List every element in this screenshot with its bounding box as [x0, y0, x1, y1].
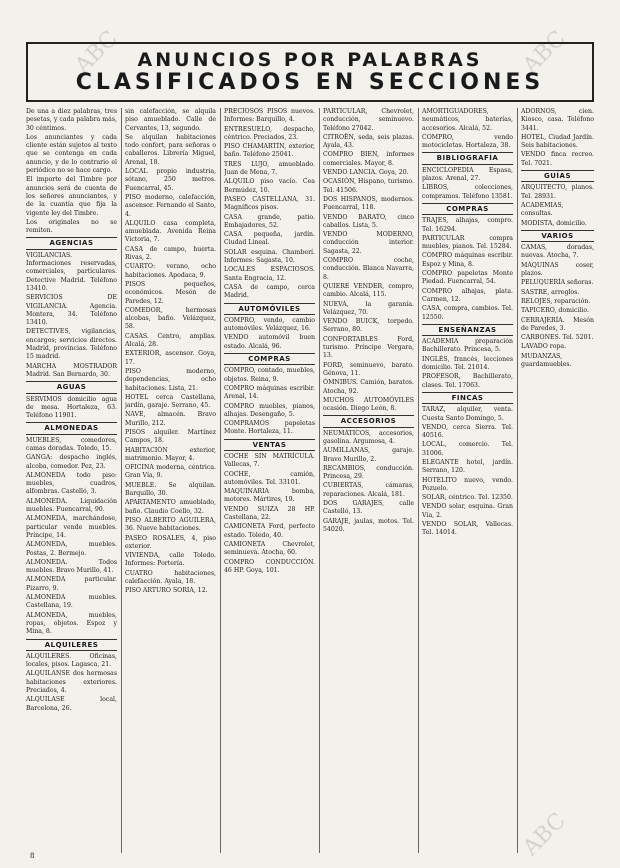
classified-ad: ALMONEDA. Liquidación muebles. Fuencarral, 90. — [26, 497, 117, 514]
classified-ad: SOLAR, céntrico. Tel. 12350. — [422, 494, 513, 502]
classified-ad: VENDO SUIZA 28 HP. Castellana, 22. — [224, 505, 315, 522]
classified-ad: GARAJE, jaulas, motos. Tel. 54020. — [323, 517, 414, 533]
classified-ad: PASEO ROSALES, 4, piso exterior. — [125, 534, 216, 550]
classified-ad: VENDO SOLAR, Vallecas. Tel. 14014. — [422, 521, 513, 537]
classified-ad: CERRAJERÍA. Mesón de Paredes, 3. — [521, 316, 594, 332]
classified-ad: El importe del Timbre por anuncios será de cuenta de los señores anunciantes, y de la cuantía que fija la vigente ley del Timbre. — [26, 176, 117, 217]
classified-ad: NUEVA, la garanía. Velázquez, 70. — [323, 300, 414, 316]
classified-ad: MUEBLE. Se alquilan. Barquillo, 30. — [125, 481, 216, 498]
classified-ad: GANGA: despacho inglés, alcoba, comedor. Pez, 23. — [26, 454, 117, 470]
classified-ad: COCHE SIN MATRÍCULA. Vallecas, 7. — [224, 452, 315, 469]
classified-ad: CONFORTABLES Ford, turismo. Príncipe Vergara, 13. — [323, 335, 414, 360]
classified-ad: CASA de campo, huerta. Rivas, 2. — [125, 245, 216, 262]
classified-ad: ALMONEDA todo piso: muebles, cuadros, alfombras. Castelló, 3. — [26, 471, 117, 496]
classified-ad: PISOS alquiler. Martínez Campos, 18. — [125, 428, 216, 445]
classified-ad: COMPRO máquinas escribir. Arenal, 14. — [224, 384, 315, 401]
classified-ad: AMORTIGUADORES, neumáticos, baterías, accesorios. Alcalá, 52. — [422, 108, 513, 132]
classified-ad: TRAJES, alhajas, compro. Tel. 16294. — [422, 217, 513, 233]
watermark-bottom-right: ABC — [518, 808, 571, 861]
classified-ad: PROFESOR, Bachillerato, clases. Tel. 17063. — [422, 373, 513, 389]
classified-ad: VENDO finca recreo. Tel. 7021. — [521, 151, 594, 167]
classified-ad: ALQUILO casa completa, amueblada. Avenida Reina Victoria, 7. — [125, 219, 216, 244]
classified-ad: HOTEL cerca Castellana, jardín, garaje. Serrano, 45. — [125, 393, 216, 410]
section-heading: COMPRAS — [224, 353, 315, 365]
classified-ad: VENDO BUICK, torpedo. Serrano, 80. — [323, 318, 414, 334]
page-footer-mark: 8 — [30, 852, 35, 860]
section-heading: ACCESORIOS — [323, 415, 414, 427]
column-rule — [319, 108, 320, 853]
classified-ad: MÁQUINAS coser, plazos. — [521, 261, 594, 278]
classified-ad: PARTICULAR compra muebles, pianos. Tel. 15284. — [422, 234, 513, 251]
classified-ad: HOTEL, Ciudad Jardín. Seis habitaciones. — [521, 133, 594, 150]
ad-column-2 — [125, 108, 216, 853]
classified-ad: CITROËN, seda, seis plazas. Ayala, 43. — [323, 133, 414, 150]
ad-column-6 — [521, 108, 594, 853]
classified-ad: OCASIÓN, Hispano, turismo. Tel. 41506. — [323, 178, 414, 194]
ad-column-4 — [323, 108, 414, 853]
classified-ad: DOS GARAJES, calle Castelló, 13. — [323, 500, 414, 516]
classified-ad: ENCICLOPEDIA Espasa, plazos. Arenal, 27. — [422, 166, 513, 183]
classified-ad: OFICINA moderna, céntrica. Gran Vía, 9. — [125, 464, 216, 480]
classified-ad: PASEO CASTELLANA, 31. Magníficos pisos. — [224, 195, 315, 212]
classified-ad: ACADEMIA preparación Bachillerato. Princesa, 5. — [422, 338, 513, 354]
classified-ad: COMPRO, contado, muebles, objetos. Reina, 9. — [224, 367, 315, 383]
section-heading: BIBLIOGRAFÍA — [422, 152, 513, 164]
classified-ad: HOTELITO nuevo, vendo. Pozuelo. — [422, 476, 513, 492]
section-heading: ENSEÑANZAS — [422, 324, 513, 336]
classified-ad: ALQUILO piso vacío. Cea Bermúdez, 10. — [224, 178, 315, 194]
classified-ad: INGLÉS, francés, lecciones domicilio. Tel. 21014. — [422, 355, 513, 372]
watermark-top-right: ABC — [518, 26, 571, 79]
classified-ad: Los anunciantes y cada cliente están sujetos al texto que se contenga en cada anuncio, y de lo contrario el periódico no se hace cargo. — [26, 133, 117, 175]
classified-ad: Los originales no se remiten. — [26, 218, 117, 235]
header-line-2: CLASIFICADOS EN SECCIONES — [75, 70, 545, 95]
classified-ad: ÓMNIBUS. Camión, baratos. Atocha, 92. — [323, 379, 414, 395]
classified-ad: VENDO solar, esquina. Gran Vía, 2. — [422, 503, 513, 519]
classified-ad: ALMONEDA, marchándose, particular vende muebles. Príncipe, 14. — [26, 515, 117, 539]
classified-ad: SASTRE, arreglos. — [521, 288, 580, 296]
classified-ad: ENTRESUELO, despacho, céntrico. Preciados, 23. — [224, 125, 315, 141]
classified-ad: COMPRO, vendo, cambio automóviles. Velázquez, 16. — [224, 316, 315, 333]
classified-ad: VENDO, cerca Sierra. Tel. 40516. — [422, 423, 513, 440]
classified-ad: CAMIONETA Ford, perfecto estado. Toledo, 40. — [224, 523, 315, 539]
classified-ad: ALMONEDA muebles. Castellana, 19. — [26, 594, 117, 610]
classified-ad: ALMONEDA, muebles, ropas, objetos. Espoz y Mina, 8. — [26, 611, 117, 636]
section-heading: VENTAS — [224, 439, 315, 451]
classified-ad: CASA, compra, cambios. Tel. 12550. — [422, 305, 513, 321]
classified-ad: ACADEMIAS, consultas. — [521, 201, 564, 218]
classified-ad: PELUQUERÍA señoras. — [521, 279, 594, 287]
column-rule — [220, 108, 221, 853]
classified-ad: VENDO automóvil buen estado. Alcalá, 96. — [224, 334, 315, 350]
column-rule — [418, 108, 419, 853]
classified-ad: FORD, seminuevo, barato. Génova, 11. — [323, 361, 414, 377]
section-heading: COMPRAS — [422, 203, 513, 215]
classified-ad: COMEDOR, hermosas alcobas, baño. Velázquez, 58. — [125, 306, 216, 331]
section-heading: VARIOS — [521, 230, 594, 242]
classified-ad: MODISTA, domicilio. — [521, 219, 587, 227]
classified-ad: CASA grande, patio. Embajadores, 52. — [224, 213, 315, 229]
classified-ad: COMPRO coche, conducción. Blanca Navarra, 8. — [323, 257, 414, 281]
section-heading: GUÍAS — [521, 170, 594, 182]
classified-ad: CUARTO: verano, ocho habitaciones. Apodaca, 9. — [125, 263, 216, 279]
classified-ad: NEUMÁTICOS, accesorios, gasolina. Argumosa, 4. — [323, 429, 414, 445]
classified-ad: DOS HISPANOS, modernos. Fuencarral, 118. — [323, 195, 414, 212]
ad-column-3 — [224, 108, 315, 853]
classified-ad: COMPRO muebles, pianos, alhajas. Desengaño, 5. — [224, 402, 315, 418]
classified-ad: ALMONEDA, muebles. Postas, 2. Bermejo. — [26, 541, 117, 557]
classified-ad: LOCALES ESPACIOSOS. Santa Engracia, 12. — [224, 266, 315, 282]
section-heading: AGENCIAS — [26, 237, 117, 249]
classified-ad: VIVIENDA, calle Toledo. Informes: Portería. — [125, 552, 216, 568]
classified-ad: RECAMBIOS, conducción. Princesa, 29. — [323, 464, 414, 481]
section-header-box — [26, 42, 594, 102]
column-rule — [121, 108, 122, 853]
classified-ad: COMPRO CONDUCCIÓN. 46 HP. Goya, 101. — [224, 558, 315, 574]
classified-ad: COCHE, camión, automóviles. Tel. 33101. — [224, 470, 315, 486]
classified-ad: COMPRO máquinas escribir. Espoz y Mina, 8. — [422, 252, 513, 268]
watermark-top-left: ABC — [70, 26, 123, 79]
classified-ad: ARQUITECTO, planos. Tel. 28931. — [521, 184, 594, 200]
classified-ad: AUMILLANAS, garaje. Bravo Murillo, 2. — [323, 447, 414, 463]
classified-ad: ALMONEDA. Todos muebles. Bravo Murillo, 41. — [26, 558, 117, 575]
classified-ad: MUCHOS AUTOMÓVILES ocasión. Diego León, 8. — [323, 396, 414, 413]
classified-ad: MARCHA MOSTRADOR Madrid. San Bernardo, 30. — [26, 362, 117, 378]
classified-ad: COMPRO papeletas Monte Piedad. Fuencarral, 54. — [422, 270, 513, 286]
classified-ad: ALQUILANSE dos hermosas habitaciones exteriores. Preciados, 4. — [26, 670, 117, 694]
classified-ad: LAVADO ropa. — [521, 343, 567, 351]
classified-ad: TAPICERO, domicilio. — [521, 307, 589, 315]
classified-ad: RELOJES, reparación. — [521, 297, 591, 305]
classified-ad: COMPRAMOS papeletas Monte. Hortaleza, 11. — [224, 420, 315, 436]
section-heading: ALMONEDAS — [26, 422, 117, 434]
classified-ad: ALMONEDA particular. Pizarro, 9. — [26, 576, 117, 592]
classified-ad: PISO ALBERTO AGUILERA, 36. Nueve habitaciones. — [125, 516, 216, 533]
classified-ad: ELEGANTE hotel, jardín. Serrano, 120. — [422, 458, 513, 475]
classified-ad: DETECTIVES, vigilancias, encargos; servicios directos. Madrid, provincias. Teléfono 15 madrid. — [26, 328, 117, 361]
ad-column-1 — [26, 108, 117, 853]
classified-ad: MAQUINARIA bomba, motores. Mártires, 19. — [224, 488, 315, 504]
classified-ad: COMPRO alhajas, plata. Carmen, 12. — [422, 287, 513, 303]
classified-ad: PISO ARTURO SORIA, 12. — [125, 587, 208, 595]
classified-ad: De una a diez palabras, tres pesetas, y cada palabra más, 30 céntimos. — [26, 108, 117, 132]
classified-ad: TRES LUJO, amueblado. Juan de Mena, 7. — [224, 160, 315, 177]
classified-ad: LIBROS, colecciones, compramos. Teléfono 13581. — [422, 184, 513, 200]
classified-ad: MUEBLES, comedores, camas doradas. Toledo, 15. — [26, 436, 117, 452]
classified-ad: CUATRO habitaciones, calefacción. Ayala, 18. — [125, 569, 216, 586]
section-heading: FINCAS — [422, 392, 513, 404]
classified-ad: SOLAR esquina. Chamberí. Informes: Sagasta, 10. — [224, 248, 315, 265]
classified-ad: PISOS pequeños, económicos. Mesón de Paredes, 12. — [125, 280, 216, 305]
classified-ad: PISO moderno, calefacción, ascensor. Fernando el Santo, 4. — [125, 193, 216, 218]
classified-ad: sin calefacción, se alquila piso amueblado. Calle de Cervantes, 13, segundo. — [125, 108, 216, 132]
classified-ad: Se alquilan habitaciones todo confort, para señoras o caballeros. Librería Miguel, Arenal, 18. — [125, 133, 216, 166]
classified-ad: ALQUILERES. Oficinas, locales, pisos. Lagasca, 21. — [26, 652, 117, 669]
section-heading: AGUAS — [26, 381, 117, 393]
section-heading: AUTOMÓVILES — [224, 303, 315, 315]
classified-ad: CASA pequeña, jardín. Ciudad Lineal. — [224, 231, 315, 247]
classified-ad: VENDO MODERNO, conducción interior. Sagasta, 22. — [323, 231, 414, 255]
classified-ad: VIGILANCIAS. Informaciones reservadas, comerciales, particulares. Detective Madrid. Teléfono 13410. — [26, 251, 117, 292]
classified-ad: CAMAS, doradas, nuevas. Atocha, 7. — [521, 244, 594, 260]
classified-ad: VENDO LANCIA. Goya, 20. — [323, 169, 409, 177]
classified-ad: COMPRO, vendo motocicletas. Hortaleza, 38. — [422, 133, 513, 150]
classified-ad: APARTAMENTO amueblado, baño. Claudio Coello, 32. — [125, 499, 216, 515]
classified-ad: CARBONES. Tel. 5201. — [521, 334, 594, 342]
classified-ad: VENDO BARATO, cinco caballos. Lista, 5. — [323, 213, 414, 229]
classified-ad: SERVICIOS DE VIGILANCIA. Agencia. Montera, 34. Teléfono 13410. — [26, 294, 117, 327]
classified-ad: CUBIERTAS, cámaras, reparaciones. Alcalá, 181. — [323, 482, 414, 498]
section-heading: ALQUILERES — [26, 639, 117, 651]
classified-ad: TARAZ, alquiler, venta. Cuesta Santo Domingo, 5. — [422, 406, 513, 422]
classified-ad: LOCAL, comercio. Tel. 31006. — [422, 441, 513, 457]
classified-ad: NAVE, almacén. Bravo Murillo, 212. — [125, 411, 216, 427]
classified-ad: HABITACIÓN exterior, matrimonio. Mayor, 4. — [125, 446, 216, 462]
classified-ad: CASA de campo, cerca Madrid. — [224, 283, 315, 300]
column-rule — [517, 108, 518, 853]
classified-ad: LOCAL propio industria, sótano, 250 metros. Fuencarral, 45. — [125, 168, 216, 192]
ad-column-5 — [422, 108, 513, 853]
classified-ad: PISO CHAMARTÍN, exterior, baño. Teléfono 25041. — [224, 143, 315, 159]
classified-ad: ADORNOS, cien. Kiosco, casa. Teléfono 3441. — [521, 108, 594, 132]
classified-ad: EXTERIOR, ascensor. Goya, 17. — [125, 350, 216, 366]
classified-ad: ALQUILASE local, Barcelona, 26. — [26, 696, 117, 712]
classified-ad: SERVIMOS domicilio agua de mesa. Hortaleza, 63. Teléfono 11901. — [26, 395, 117, 420]
header-line-1: ANUNCIOS POR PALABRAS — [137, 49, 483, 71]
classified-ad: PISO moderno, dependencias, ocho habitaciones. Lista, 21. — [125, 367, 216, 392]
classified-ad: QUIERE VENDER, compro, cambio. Alcalá, 115. — [323, 282, 414, 299]
classified-ad: COMPRO BIEN, informes comerciales. Mayor, 8. — [323, 151, 414, 167]
classified-ad: CAMIONETA Chevrolet, seminueva. Atocha, 60. — [224, 540, 315, 557]
classified-ad: CASAS. Centro, amplias. Alcalá, 28. — [125, 332, 216, 349]
classified-ad: MUDANZAS, guardamuebles. — [521, 352, 572, 369]
classified-ad: PARTICULAR, Chevrolet, conducción, seminuevo. Teléfono 27042. — [323, 108, 414, 132]
classified-ad: PRECIOSOS PISOS nuevos. Informes: Barquillo, 4. — [224, 108, 315, 124]
